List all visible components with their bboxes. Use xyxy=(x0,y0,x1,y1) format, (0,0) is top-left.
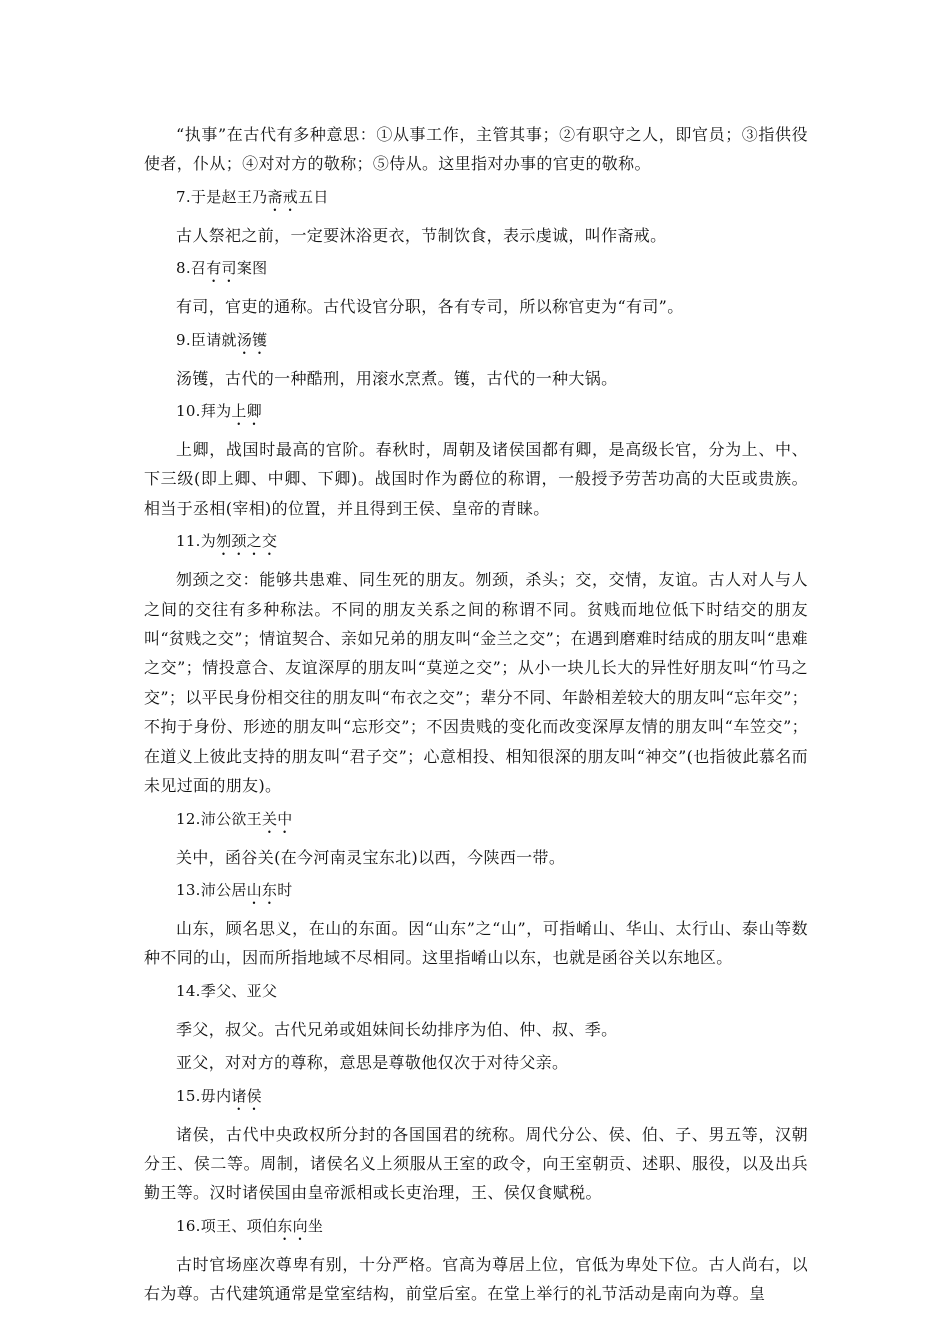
heading-pre: 项王、项伯 xyxy=(200,1216,278,1235)
entry-heading xyxy=(144,326,808,360)
heading-pre: 拜为 xyxy=(200,402,232,421)
paragraph: 亚父，对对方的尊称，意思是尊敬他仅次于对待父亲。 xyxy=(176,1053,569,1073)
emphasized-term: 刎颈之交 xyxy=(216,532,278,551)
paragraph: 上卿，战国时最高的官阶。春秋时，周朝及诸侯国都有卿，是高级长官，分为上、中、下三级(即上卿、中卿、下卿)。战国时作为爵位的称谓，一般授予劳苦功高的大臣或贵族。相当于丞相(宰相)的位置，并且得到王侯、皇帝的青睐。 xyxy=(144,440,808,518)
heading-number: 14. xyxy=(176,981,201,1000)
heading-pre: 沛公居 xyxy=(200,880,247,899)
heading-number: 7. xyxy=(176,187,191,206)
paragraph: 古时官场座次尊卑有别，十分严格。官高为尊居上位，官低为卑处下位。古人尚右，以右为尊。古代建筑通常是堂室结构，前堂后室。在堂上举行的礼节活动是南向为尊。皇 xyxy=(144,1254,808,1304)
heading-pre: 于是赵王乃 xyxy=(190,187,268,206)
paragraph: 有司，官吏的通称。古代设官分职，各有专司，所以称官吏为“有司”。 xyxy=(176,297,684,317)
heading-post: 案图 xyxy=(236,259,268,278)
paragraph: “执事”在古代有多种意思：①从事工作，主管其事；②有职守之人，即官员；③指供役使者，仆从；④对对方的敬称；⑤侍从。这里指对办事的官吏的敬称。 xyxy=(144,125,808,174)
paragraph: 刎颈之交：能够共患难、同生死的朋友。刎颈，杀头；交，交情，友谊。古人对人与人之间的交往有多种称法。不同的朋友关系之间的称谓不同。贫贱而地位低下时结交的朋友叫“贫贱之交”；情谊契合、亲如兄弟的朋友叫“金兰之交”；在遇到磨难时结成的朋友叫“患难之交”；情投意合、友谊深厚的朋友叫“莫逆之交”；从小一块儿长大的异性好朋友叫“竹马之交”；以平民身份相交往的朋友叫“布衣之交”；辈分不同、年龄相差较大的朋友叫“忘年交”；不拘于身份、形迹的朋友叫“忘形交”；不因贵贱的变化而改变深厚友情的朋友叫“车笠交”；在道义上彼此支持的朋友叫“君子交”；心意相投、相知很深的朋友叫“神交”(也指彼此慕名而未见过面的朋友)。 xyxy=(144,570,808,796)
entry-heading xyxy=(144,977,808,1011)
heading-number: 16. xyxy=(176,1216,201,1235)
emphasized-term: 东向 xyxy=(277,1216,308,1235)
emphasized-term: 山东 xyxy=(246,880,278,899)
heading-pre: 季父、亚父 xyxy=(200,981,278,1000)
heading-number: 8. xyxy=(176,259,191,278)
paragraph: 季父，叔父。古代兄弟或姐妹间长幼排序为伯、仲、叔、季。 xyxy=(176,1019,618,1039)
emphasized-term: 斋戒 xyxy=(267,187,299,206)
document-page xyxy=(144,120,808,1313)
heading-pre: 毋内 xyxy=(200,1086,232,1105)
heading-post: 时 xyxy=(277,880,293,899)
entry-heading xyxy=(144,527,808,561)
emphasized-term: 诸侯 xyxy=(231,1086,262,1105)
heading-number: 11. xyxy=(176,532,201,551)
paragraph: 山东，顾名思义，在山的东面。因“山东”之“山”，可指崤山、华山、太行山、泰山等数种不同的山，因而所指地域不尽相同。这里指崤山以东，也就是函谷关以东地区。 xyxy=(144,918,808,968)
entry-heading xyxy=(144,876,808,910)
entry-heading xyxy=(144,805,808,839)
heading-number: 10. xyxy=(176,402,201,421)
paragraph: 诸侯，古代中央政权所分封的各国国君的统称。周代分公、侯、伯、子、男五等，汉朝分王、侯二等。周制，诸侯名义上须服从王室的政令，向王室朝贡、述职、服役，以及出兵勤王等。汉时诸侯国由皇帝派相或长吏治理，王、侯仅食赋税。 xyxy=(144,1124,808,1203)
heading-post: 五日 xyxy=(298,187,329,206)
heading-pre: 沛公欲王 xyxy=(200,809,262,828)
paragraph: 古人祭祀之前，一定要沐浴更衣，节制饮食，表示虔诚，叫作斋戒。 xyxy=(176,225,667,245)
paragraph: 关中，函谷关(在今河南灵宝东北)以西，今陕西一带。 xyxy=(176,847,566,867)
emphasized-term: 汤镬 xyxy=(236,330,268,349)
entry-heading xyxy=(144,397,808,431)
paragraph: 汤镬，古代的一种酷刑，用滚水烹煮。镬，古代的一种大锅。 xyxy=(176,368,618,388)
entry-heading xyxy=(144,254,808,288)
entry-heading xyxy=(144,1212,808,1246)
emphasized-term: 上卿 xyxy=(231,402,262,421)
heading-pre: 臣请就 xyxy=(190,330,237,349)
entry-heading xyxy=(144,1082,808,1116)
heading-pre: 召 xyxy=(190,259,207,278)
heading-number: 9. xyxy=(176,330,191,349)
emphasized-term: 有司 xyxy=(206,259,237,278)
heading-number: 13. xyxy=(176,880,201,899)
heading-number: 15. xyxy=(176,1086,201,1105)
heading-pre: 为 xyxy=(200,532,217,551)
heading-post: 坐 xyxy=(307,1216,324,1235)
entry-heading xyxy=(144,183,808,217)
emphasized-term: 关中 xyxy=(261,809,293,828)
heading-number: 12. xyxy=(176,809,201,828)
